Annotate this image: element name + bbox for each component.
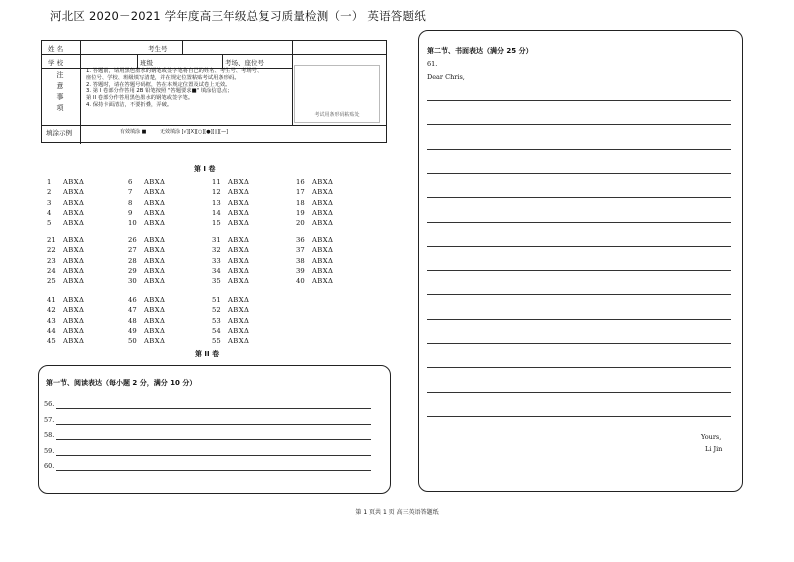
reading-title: 第一节、阅读表达（每小题 2 分，满分 10 分）: [46, 379, 197, 387]
answer-options[interactable]: ABXΔ: [228, 246, 250, 255]
answer-row[interactable]: [47, 306, 84, 314]
answer-options[interactable]: ABXΔ: [312, 219, 334, 228]
writing-answer-line[interactable]: [427, 246, 731, 247]
question-number: 43: [47, 316, 56, 325]
section-2-title: 第 II 卷: [195, 350, 220, 358]
answer-options[interactable]: ABXΔ: [228, 306, 250, 315]
answer-options[interactable]: ABXΔ: [144, 178, 166, 186]
answer-options[interactable]: ABXΔ: [312, 188, 334, 197]
reading-answer-line[interactable]: [56, 455, 371, 456]
question-number: 26: [128, 236, 137, 244]
answer-row[interactable]: [212, 209, 249, 217]
question-number: 1: [47, 178, 52, 186]
answer-options[interactable]: ABXΔ: [144, 219, 166, 228]
answer-row[interactable]: [128, 306, 165, 314]
answer-options[interactable]: ABXΔ: [144, 236, 166, 244]
answer-row[interactable]: [128, 188, 165, 196]
answer-options[interactable]: ABXΔ: [312, 178, 334, 186]
student-info-table: [41, 40, 387, 143]
barcode-caption: 考试用条形码粘贴处: [314, 112, 360, 118]
answer-row[interactable]: [212, 327, 249, 335]
exam-number-label: 考生号: [148, 45, 168, 53]
answer-options[interactable]: ABXΔ: [144, 266, 166, 275]
answer-row[interactable]: [212, 257, 249, 265]
writing-answer-line[interactable]: [427, 124, 731, 125]
answer-row[interactable]: [128, 246, 165, 254]
answer-row[interactable]: [296, 246, 333, 254]
sample-label: 填涂示例: [46, 129, 72, 137]
answer-options[interactable]: ABXΔ: [144, 246, 166, 255]
answer-row[interactable]: [128, 209, 165, 217]
answer-row[interactable]: [47, 337, 84, 345]
question-number: 38: [296, 256, 305, 265]
answer-options[interactable]: ABXΔ: [144, 306, 166, 315]
question-number: 17: [296, 188, 305, 197]
answer-options[interactable]: ABXΔ: [312, 236, 334, 244]
question-number: 41: [47, 296, 56, 304]
answer-row[interactable]: [212, 306, 249, 314]
answer-row[interactable]: [128, 219, 165, 227]
question-number: 3: [47, 198, 52, 207]
notice-label: 注 意 事 项: [56, 71, 64, 112]
answer-options[interactable]: ABXΔ: [228, 277, 250, 286]
section-1-title: 第 I 卷: [194, 165, 216, 173]
answer-row[interactable]: [212, 267, 249, 275]
answer-options[interactable]: ABXΔ: [63, 188, 85, 197]
writing-answer-line[interactable]: [427, 270, 731, 271]
answer-options[interactable]: ABXΔ: [312, 277, 334, 286]
answer-options[interactable]: ABXΔ: [63, 337, 85, 346]
question-number: 6: [128, 178, 133, 186]
answer-row[interactable]: [296, 209, 333, 217]
answer-options[interactable]: ABXΔ: [144, 188, 166, 197]
answer-row[interactable]: [47, 236, 84, 244]
answer-row[interactable]: [296, 277, 333, 285]
answer-row[interactable]: [296, 267, 333, 275]
answer-options[interactable]: ABXΔ: [63, 306, 85, 315]
barcode-area: [294, 65, 380, 123]
question-number: 15: [212, 219, 221, 228]
question-number: 21: [47, 236, 56, 244]
notice-text: 1. 答题前，请用黑色墨水的钢笔或签字笔将自己的姓名、考生号、考场号、 座位号、学校、班级填写清楚，并在规定位置粘贴考试用条形码。 2. 答题时，请在答题号码框，答在本规定位置及试卷上无效。 3. 第 I 卷部分作答用 2B 铅笔按照 "答题要求■" 填涂信息点； 第 II 卷部分作答用黑色墨水的钢笔或签字笔。 4. 保持卡面清洁，不要折叠，弄破。: [86, 68, 263, 108]
question-number: 23: [47, 256, 56, 265]
question-number: 7: [128, 188, 133, 197]
answer-options[interactable]: ABXΔ: [144, 326, 166, 335]
answer-row[interactable]: [128, 199, 165, 207]
question-number: 40: [296, 277, 305, 286]
question-number: 5: [47, 219, 52, 228]
answer-options[interactable]: ABXΔ: [63, 208, 85, 217]
answer-row[interactable]: [296, 236, 333, 244]
class-label: 班级: [140, 59, 153, 67]
answer-options[interactable]: ABXΔ: [63, 236, 85, 244]
writing-answer-line[interactable]: [427, 343, 731, 344]
answer-options[interactable]: ABXΔ: [144, 208, 166, 217]
question-number: 29: [128, 266, 137, 275]
writing-answer-line[interactable]: [427, 100, 731, 101]
question-number: 28: [128, 256, 137, 265]
question-number: 25: [47, 277, 56, 286]
answer-options[interactable]: ABXΔ: [63, 178, 85, 186]
question-number: 48: [128, 316, 137, 325]
answer-row[interactable]: [47, 246, 84, 254]
writing-answer-line[interactable]: [427, 222, 731, 223]
answer-row[interactable]: [128, 327, 165, 335]
reading-question-number: 59.: [44, 446, 55, 455]
answer-options[interactable]: ABXΔ: [228, 198, 250, 207]
seat-label: 考场、座位号: [225, 59, 264, 67]
answer-options[interactable]: ABXΔ: [228, 208, 250, 217]
question-number: 33: [212, 256, 221, 265]
question-number: 10: [128, 219, 137, 228]
answer-row[interactable]: [128, 257, 165, 265]
answer-row[interactable]: [128, 277, 165, 285]
page-title: 河北区 2020－2021 学年度高三年级总复习质量检测（一） 英语答题纸: [50, 9, 426, 23]
question-number: 37: [296, 246, 305, 255]
answer-options[interactable]: ABXΔ: [144, 198, 166, 207]
answer-options[interactable]: ABXΔ: [63, 198, 85, 207]
question-number: 18: [296, 198, 305, 207]
question-number: 32: [212, 246, 221, 255]
question-number: 22: [47, 246, 56, 255]
answer-options[interactable]: ABXΔ: [228, 236, 250, 244]
writing-answer-line[interactable]: [427, 416, 731, 417]
writing-answer-line[interactable]: [427, 367, 731, 368]
reading-answer-line[interactable]: [56, 470, 371, 471]
answer-options[interactable]: ABXΔ: [228, 219, 250, 228]
answer-options[interactable]: ABXΔ: [63, 316, 85, 325]
question-number: 13: [212, 198, 221, 207]
answer-options[interactable]: ABXΔ: [228, 266, 250, 275]
answer-options[interactable]: ABXΔ: [228, 178, 250, 186]
question-number: 14: [212, 208, 221, 217]
question-number: 2: [47, 188, 52, 197]
answer-row[interactable]: [128, 236, 165, 244]
reading-answer-box: [38, 365, 391, 494]
question-number: 35: [212, 277, 221, 286]
question-number: 50: [128, 337, 137, 346]
answer-options[interactable]: ABXΔ: [228, 256, 250, 265]
question-number: 51: [212, 296, 221, 304]
answer-row[interactable]: [47, 277, 84, 285]
answer-row[interactable]: [296, 199, 333, 207]
answer-row[interactable]: [212, 199, 249, 207]
question-number: 54: [212, 326, 221, 335]
question-number: 49: [128, 326, 137, 335]
question-number: 19: [296, 208, 305, 217]
writing-answer-line[interactable]: [427, 197, 731, 198]
answer-options[interactable]: ABXΔ: [144, 256, 166, 265]
question-number: 44: [47, 326, 56, 335]
reading-question-number: 58.: [44, 431, 55, 439]
answer-options[interactable]: ABXΔ: [63, 296, 85, 304]
writing-question-number: 61.: [427, 60, 438, 68]
answer-options[interactable]: ABXΔ: [228, 326, 250, 335]
answer-row[interactable]: [296, 219, 333, 227]
answer-row[interactable]: [47, 219, 84, 227]
answer-options[interactable]: ABXΔ: [144, 296, 166, 304]
question-number: 34: [212, 266, 221, 275]
answer-row[interactable]: [47, 296, 84, 304]
question-number: 39: [296, 266, 305, 275]
answer-row[interactable]: [128, 337, 165, 345]
answer-row[interactable]: [212, 277, 249, 285]
answer-row[interactable]: [47, 267, 84, 275]
question-number: 52: [212, 306, 221, 315]
reading-question-number: 60.: [44, 462, 55, 470]
answer-row[interactable]: [212, 188, 249, 196]
school-label: 学 校: [48, 59, 64, 67]
question-number: 46: [128, 296, 137, 304]
reading-question-number: 57.: [44, 415, 55, 424]
answer-options[interactable]: ABXΔ: [63, 256, 85, 265]
answer-row[interactable]: [296, 188, 333, 196]
answer-row[interactable]: [47, 209, 84, 217]
answer-options[interactable]: ABXΔ: [144, 337, 166, 346]
question-number: 11: [212, 178, 221, 186]
answer-row[interactable]: [212, 317, 249, 325]
reading-answer-line[interactable]: [56, 439, 371, 440]
answer-row[interactable]: [212, 178, 249, 186]
answer-options[interactable]: ABXΔ: [312, 208, 334, 217]
answer-row[interactable]: [47, 188, 84, 196]
question-number: 16: [296, 178, 305, 186]
writing-greeting: Dear Chris,: [427, 73, 465, 81]
question-number: 8: [128, 198, 133, 207]
writing-answer-line[interactable]: [427, 392, 731, 393]
question-number: 9: [128, 208, 133, 217]
answer-options[interactable]: ABXΔ: [228, 337, 250, 346]
question-number: 53: [212, 316, 221, 325]
answer-row[interactable]: [47, 178, 84, 186]
answer-options[interactable]: ABXΔ: [63, 219, 85, 228]
page-footer: 第 1 页共 1 页 高三英语答题纸: [355, 509, 439, 516]
correct-fill-sample: 有效填涂 ■: [120, 129, 147, 135]
answer-options[interactable]: ABXΔ: [144, 316, 166, 325]
wrong-fill-sample: 无效填涂 [√][X][○][●][▯][—]: [160, 129, 229, 135]
answer-row[interactable]: [128, 296, 165, 304]
writing-signature: Li Jin: [705, 445, 723, 453]
answer-row[interactable]: [212, 296, 249, 304]
question-number: 30: [128, 277, 137, 286]
question-number: 31: [212, 236, 221, 244]
answer-options[interactable]: ABXΔ: [228, 316, 250, 325]
answer-row[interactable]: [212, 337, 249, 345]
answer-options[interactable]: ABXΔ: [312, 246, 334, 255]
answer-options[interactable]: ABXΔ: [63, 277, 85, 286]
answer-options[interactable]: ABXΔ: [63, 266, 85, 275]
answer-options[interactable]: ABXΔ: [312, 266, 334, 275]
answer-options[interactable]: ABXΔ: [228, 296, 250, 304]
answer-row[interactable]: [296, 257, 333, 265]
question-number: 12: [212, 188, 221, 197]
writing-answer-line[interactable]: [427, 173, 731, 174]
answer-row[interactable]: [128, 178, 165, 186]
question-number: 24: [47, 266, 56, 275]
writing-answer-line[interactable]: [427, 294, 731, 295]
answer-options[interactable]: ABXΔ: [312, 198, 334, 207]
answer-row[interactable]: [296, 178, 333, 186]
name-label: 姓 名: [48, 45, 64, 53]
answer-row[interactable]: [47, 327, 84, 335]
question-number: 55: [212, 337, 221, 346]
question-number: 42: [47, 306, 56, 315]
answer-row[interactable]: [212, 219, 249, 227]
question-number: 47: [128, 306, 137, 315]
question-number: 36: [296, 236, 305, 244]
answer-row[interactable]: [47, 317, 84, 325]
answer-row[interactable]: [47, 199, 84, 207]
writing-closing: Yours,: [701, 433, 722, 441]
reading-answer-line[interactable]: [56, 408, 371, 409]
answer-row[interactable]: [47, 257, 84, 265]
answer-options[interactable]: ABXΔ: [228, 188, 250, 197]
answer-options[interactable]: ABXΔ: [63, 326, 85, 335]
writing-title: 第二节、书面表达（满分 25 分）: [427, 47, 533, 55]
question-number: 20: [296, 219, 305, 228]
reading-question-number: 56.: [44, 400, 55, 408]
answer-options[interactable]: ABXΔ: [312, 256, 334, 265]
answer-row[interactable]: [128, 267, 165, 275]
answer-options[interactable]: ABXΔ: [144, 277, 166, 286]
answer-options[interactable]: ABXΔ: [63, 246, 85, 255]
writing-answer-line[interactable]: [427, 149, 731, 150]
question-number: 4: [47, 208, 52, 217]
answer-row[interactable]: [128, 317, 165, 325]
reading-answer-line[interactable]: [56, 424, 371, 425]
writing-answer-line[interactable]: [427, 319, 731, 320]
question-number: 45: [47, 337, 56, 346]
question-number: 27: [128, 246, 137, 255]
answer-row[interactable]: [212, 236, 249, 244]
answer-row[interactable]: [212, 246, 249, 254]
